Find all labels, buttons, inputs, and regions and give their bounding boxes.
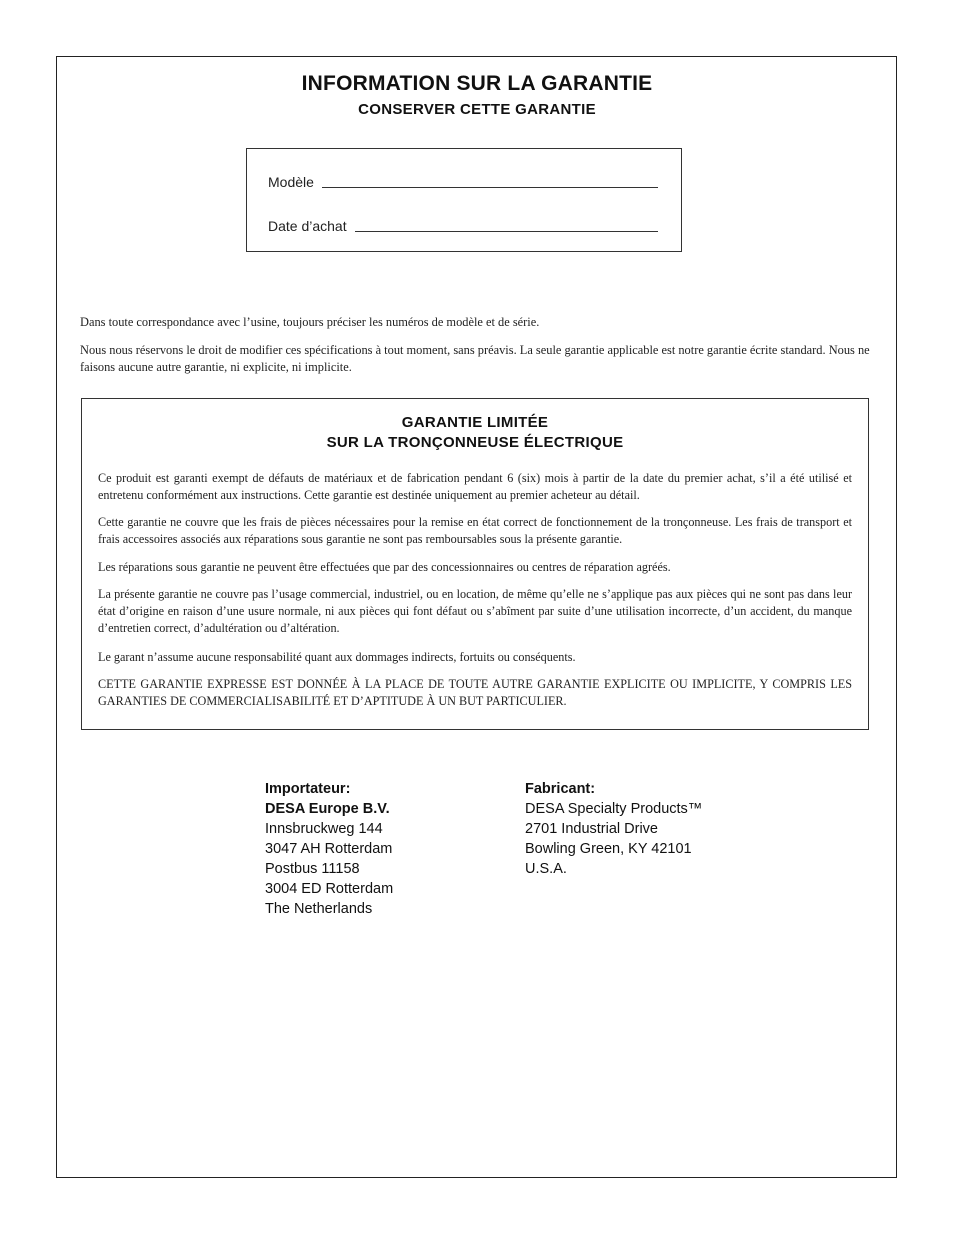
purchase-date-field	[268, 217, 658, 234]
address-line: 3004 ED Rotterdam	[265, 881, 394, 897]
warranty-title-line2: SUR LA TRONÇONNEUSE ÉLECTRIQUE	[326, 434, 624, 451]
address-line: DESA Specialty Products™	[525, 801, 703, 817]
warranty-paragraph: Ce produit est garanti exempt de défauts de matériaux et de fabrication pendant 6 (six) mois à partir de la date du premier achat, s’il a été utilisé et entretenu conformément aux instructions. Cette garantie est destinée uniquement au premier acheteur au détail.	[98, 471, 852, 502]
address-line: U.S.A.	[525, 861, 567, 877]
warranty-paragraph: Cette garantie ne couvre que les frais de pièces nécessaires pour la remise en état correct de fonctionnement de la tronçonneuse. Les frais de transport et frais accessoires associés aux réparations sous garantie ne sont pas remboursables sous la présente garantie.	[98, 515, 852, 546]
address-line: Postbus 11158	[265, 861, 360, 877]
importer-address	[265, 779, 393, 919]
importer-heading: Importateur:	[265, 781, 351, 797]
warranty-paragraph: Le garant n’assume aucune responsabilité quant aux dommages indirects, fortuits ou conséquents.	[98, 650, 576, 664]
correspondence-note: Dans toute correspondance avec l’usine, toujours préciser les numéros de modèle et de série.	[80, 315, 540, 329]
address-line: Bowling Green, KY 42101	[525, 841, 692, 857]
modification-note: Nous nous réservons le droit de modifier ces spécifications à tout moment, sans préavis. La seule garantie applicable est notre garantie écrite standard. Nous ne faisons aucune autre garantie, ni explicite, ni implicite.	[80, 343, 870, 374]
manufacturer-heading: Fabricant:	[525, 781, 596, 797]
page-title: INFORMATION SUR LA GARANTIE	[301, 72, 653, 95]
address-line: 3047 AH Rotterdam	[265, 841, 393, 857]
address-line: Innsbruckweg 144	[265, 821, 383, 837]
purchase-date-blank-line[interactable]	[355, 217, 658, 232]
warranty-paragraph: Les réparations sous garantie ne peuvent être effectuées que par des concessionnaires ou centres de réparation agréés.	[98, 560, 671, 574]
page-subtitle: CONSERVER CETTE GARANTIE	[358, 101, 596, 118]
importer-name: DESA Europe B.V.	[265, 801, 390, 817]
warranty-disclaimer: CETTE GARANTIE EXPRESSE EST DONNÉE À LA PLACE DE TOUTE AUTRE GARANTIE EXPLICITE OU IMPLICITE, Y COMPRIS LES GARANTIES DE COMMERCIALISABILITÉ ET D’APTITUDE À UN BUT PARTICULIER.	[98, 677, 852, 708]
manufacturer-address	[525, 779, 702, 879]
model-label: Modèle	[268, 174, 314, 190]
model-field	[268, 173, 658, 190]
limited-warranty-box	[81, 398, 869, 730]
registration-box	[246, 148, 682, 252]
warranty-title-line1: GARANTIE LIMITÉE	[401, 414, 549, 431]
address-line: The Netherlands	[265, 901, 373, 917]
purchase-date-label: Date d’achat	[268, 218, 347, 234]
model-blank-line[interactable]	[322, 173, 658, 188]
warranty-paragraph: La présente garantie ne couvre pas l’usage commercial, industriel, ou en location, de même qu’elle ne s’applique pas aux pièces qui ne sont pas dans leur état d’origine en raison d’une usure normale, ni aux pièces qui font défaut ou s’abîment par suite d’une utilisation incorrecte, d’un accident, du manque d’entretien correct, d’adultération ou d’altération.	[98, 587, 852, 635]
address-line: 2701 Industrial Drive	[525, 821, 658, 837]
